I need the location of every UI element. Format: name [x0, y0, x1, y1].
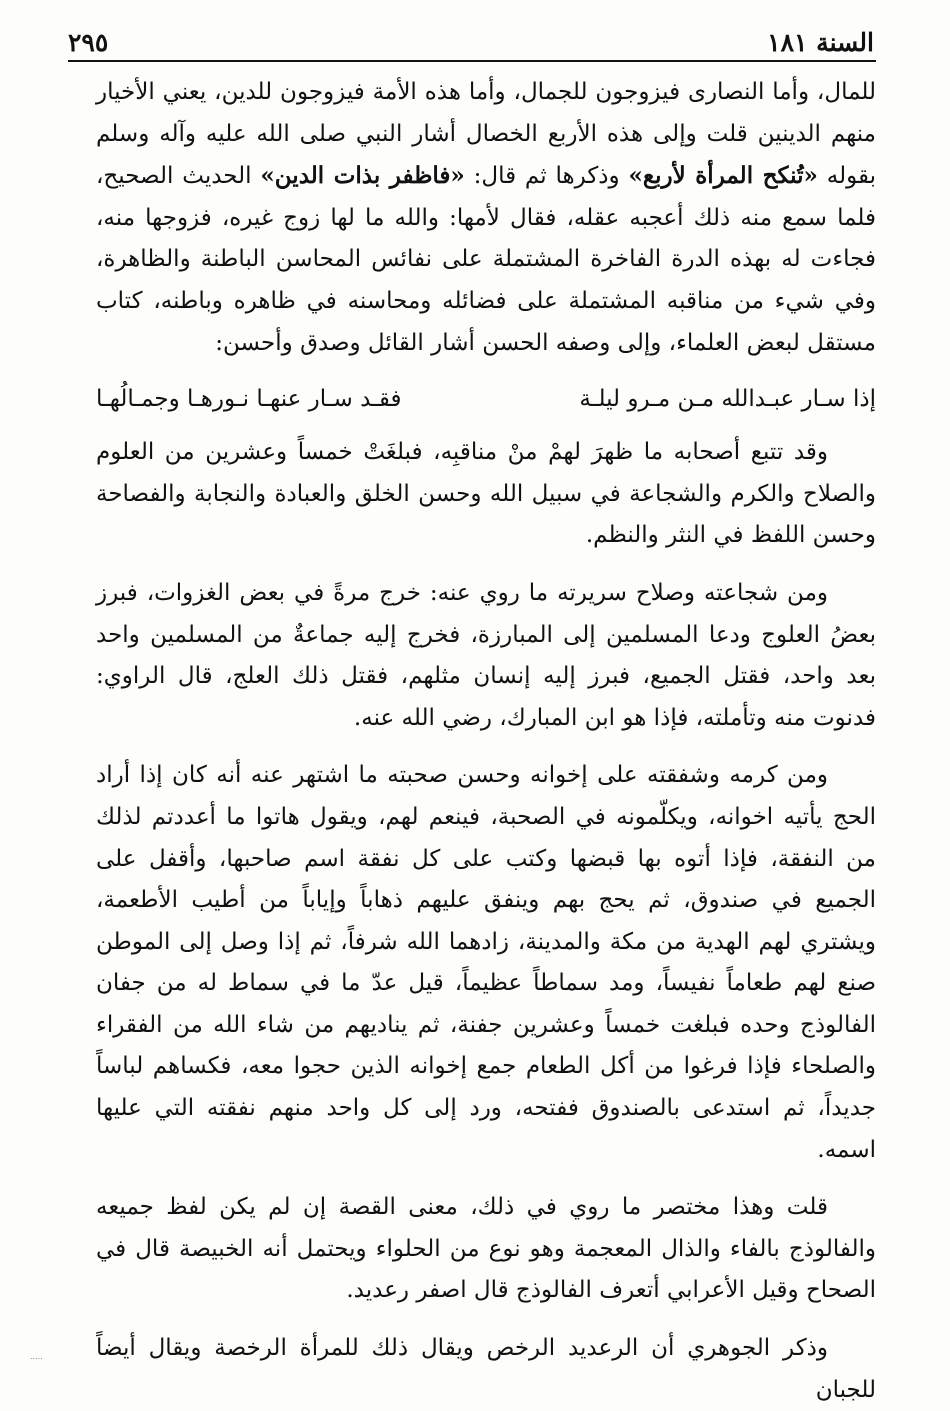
- page-header: [68, 26, 874, 58]
- hadith-quote: «تُنكح المرأة لأربع»: [628, 162, 818, 190]
- paragraph-text: وذكرها ثم قال:: [464, 163, 629, 190]
- header-divider: [68, 60, 876, 62]
- hadith-quote: «فاظفر بذات الدين»: [260, 162, 465, 190]
- paragraph-gap: [96, 1312, 876, 1328]
- verse-first-hemistich: إذا سـار عبـدالله مـن مـرو ليلـة: [579, 386, 876, 413]
- paragraph: ومن كرمه وشفقته على إخوانه وحسن صحبته ما اشتهر عنه أنه كان إذا أراد الحج يأتيه اخوانه، ويكلّمونه في الصحبة، فينعم لهم، ويقول هاتوا ما أعددتم لذلك من النفقة، فإذا أتوه بها قبضها وكتب على كل نفقة اسم صاحبها، وأقفل على الجميع في صندوق، ثم يحج بهم وينفق عليهم ذهاباً وإياباً من أطيب الأطعمة، ويشتري لهم الهدية من مكة والمدينة، زادهما الله شرفاً، ثم إذا وصل إلى الموطن صنع لهم طعاماً نفيساً، ومد سماطاً عظيماً، قيل عدّ ما في سماط له من جفان الفالوذج وحده فبلغت خمساً وعشرين جفنة، ثم يناديهم من شاء الله من الفقراء والصلحاء فإذا فرغوا من أكل الطعام جمع إخوانه الذين حجوا معه، فكساهم لباساً جديداً، ثم استدعى بالصندوق ففتحه، ورد إلى كل واحد منهم نفقته التي عليها اسمه.: [96, 762, 876, 1163]
- paragraph-continuation: [96, 72, 876, 364]
- paragraph: قلت وهذا مختصر ما روي في ذلك، معنى القصة إن لم يكن لفظ جميعه والفالوذج بالفاء والذال المعجمة وهو نوع من الحلواء ويحتمل أنه الخبيصة قال في الصحاح وقيل الأعرابي أتعرف الفالوذج قال اصفر رعديد.: [96, 1194, 876, 1304]
- running-title: السنة ١٨١: [767, 28, 874, 57]
- paragraph-gap: [96, 1171, 876, 1187]
- page-body: [96, 72, 876, 1411]
- paragraph-gap: [96, 557, 876, 573]
- paragraph-gap: [96, 739, 876, 755]
- paragraph: وذكر الجوهري أن الرعديد الرخص ويقال ذلك للمرأة الرخصة ويقال أيضاً للجبان: [96, 1335, 876, 1403]
- page-number: ٢٩٥: [68, 28, 109, 57]
- poetry-verse: [96, 378, 876, 420]
- paragraph: ومن شجاعته وصلاح سريرته ما روي عنه: خرج مرةً في بعض الغزوات، فبرز بعضُ العلوج ودعا المسلمين إلى المبارزة، فخرج إليه جماعةٌ من المسلمين واحد بعد واحد، فقتل الجميع، فبرز إليه إنسان مثلهم، فقتل ذلك العلج، قال الراوي: فدنوت منه وتأملته، فإذا هو ابن المبارك، رضي الله عنه.: [96, 579, 876, 731]
- paragraph-text: الحديث الصحيح، فلما سمع منه ذلك أعجبه عقله، فقال لأمها: والله ما لها زوج غيره، فزوجها منه، فجاءت له بهذه الدرة الفاخرة المشتملة على نفائس المحاسن الباطنة والظاهرة، وفي شيء من مناقبه المشتملة على فضائله ومحاسنه في ظاهره وباطنه، كتاب مستقل لبعض العلماء، وإلى وصفه الحسن أشار القائل وصدق وأحسن:: [96, 163, 877, 356]
- paragraph-text: للمال، وأما النصارى فيزوجون للجمال، وأما هذه الأمة فيزوجون للدين، يعني الأخيار منهم الدينين قلت وإلى هذه الأربع الخصال أشار النبي صلى الله عليه وآله وسلم بقوله: [96, 79, 876, 190]
- paragraph: وقد تتبع أصحابه ما ظهرَ لهمْ منْ مناقبِه، فبلغَتْ خمساً وعشرين من العلوم والصلاح والكرم والشجاعة في سبيل الله وحسن الخلق والعبادة والنجابة والفصاحة وحسن اللفظ في النثر والنظم.: [96, 439, 876, 549]
- scan-mark: .....: [30, 1352, 43, 1361]
- verse-second-hemistich: فقـد سـار عنهـا نـورهـا وجمـالُهـا: [96, 386, 402, 413]
